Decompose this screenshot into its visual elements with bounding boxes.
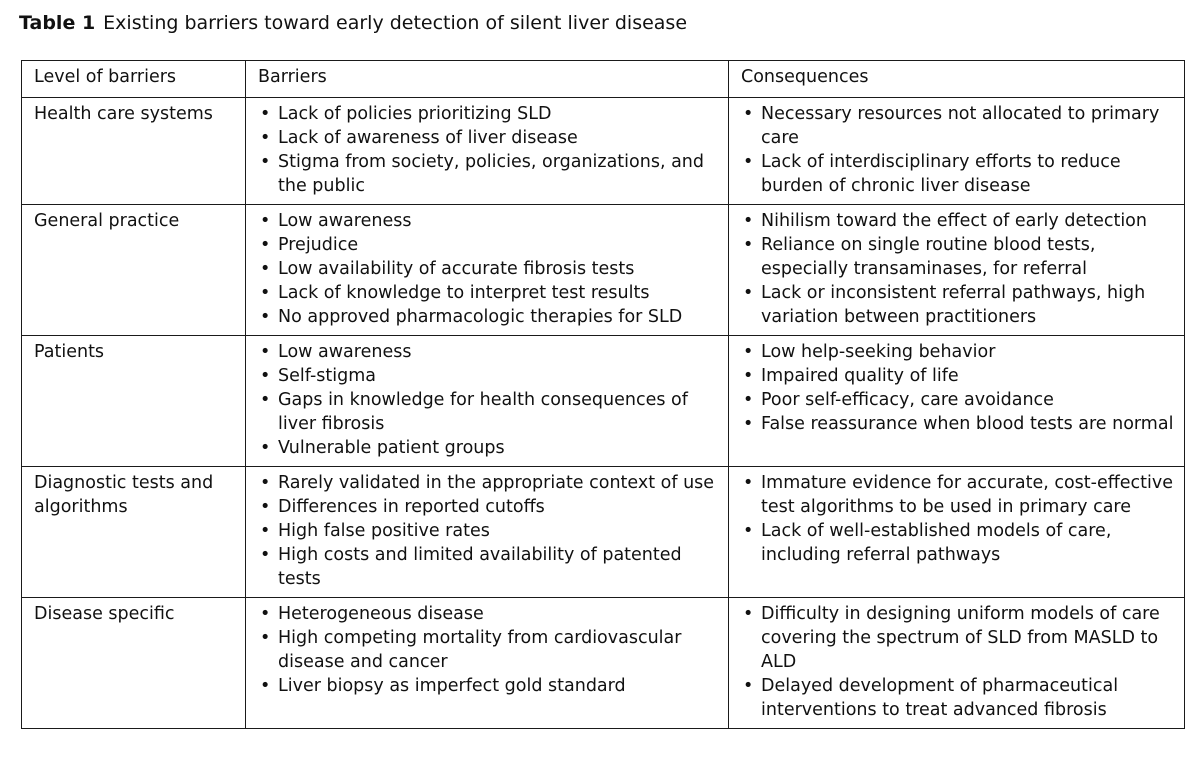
consequences-list bbox=[741, 102, 1178, 198]
consequences-cell bbox=[729, 467, 1185, 598]
table-row bbox=[22, 98, 1185, 205]
header-level: Level of barriers bbox=[22, 61, 246, 98]
consequences-cell bbox=[729, 336, 1185, 467]
barrier-item: • Lack of awareness of liver disease bbox=[258, 126, 722, 150]
barrier-item: • Rarely validated in the appropriate context of use bbox=[258, 471, 722, 495]
barrier-item: • Lack of knowledge to interpret test results bbox=[258, 281, 722, 305]
barrier-item: • High false positive rates bbox=[258, 519, 722, 543]
barriers-list bbox=[258, 209, 722, 329]
barriers-cell bbox=[246, 598, 729, 729]
consequences-list bbox=[741, 340, 1178, 436]
barrier-item: • Self-stigma bbox=[258, 364, 722, 388]
barriers-table bbox=[21, 60, 1185, 729]
consequences-list bbox=[741, 602, 1178, 722]
barriers-list bbox=[258, 471, 722, 591]
consequences-list bbox=[741, 209, 1178, 329]
header-row bbox=[22, 61, 1185, 98]
barrier-item: • Gaps in knowledge for health consequences of liver fibrosis bbox=[258, 388, 722, 436]
header-consequences: Consequences bbox=[729, 61, 1185, 98]
table-row bbox=[22, 205, 1185, 336]
barriers-cell bbox=[246, 98, 729, 205]
barriers-cell bbox=[246, 205, 729, 336]
consequence-item: • Delayed development of pharmaceutical interventions to treat advanced fibrosis bbox=[741, 674, 1178, 722]
consequence-item: • Necessary resources not allocated to primary care bbox=[741, 102, 1178, 150]
consequence-item: • Poor self-efficacy, care avoidance bbox=[741, 388, 1178, 412]
level-cell: Patients bbox=[22, 336, 246, 467]
barrier-item: • Liver biopsy as imperfect gold standard bbox=[258, 674, 722, 698]
consequence-item: • False reassurance when blood tests are normal bbox=[741, 412, 1178, 436]
barrier-item: • Low awareness bbox=[258, 209, 722, 233]
barrier-item: • Low awareness bbox=[258, 340, 722, 364]
consequences-cell bbox=[729, 98, 1185, 205]
consequences-cell bbox=[729, 598, 1185, 729]
consequence-item: • Immature evidence for accurate, cost-effective test algorithms to be used in primary care bbox=[741, 471, 1178, 519]
barrier-item: • Stigma from society, policies, organizations, and the public bbox=[258, 150, 722, 198]
barrier-item: • Vulnerable patient groups bbox=[258, 436, 722, 460]
barrier-item: • High costs and limited availability of patented tests bbox=[258, 543, 722, 591]
consequence-item: • Lack of well-established models of care, including referral pathways bbox=[741, 519, 1178, 567]
level-cell: General practice bbox=[22, 205, 246, 336]
table-row bbox=[22, 467, 1185, 598]
table-label: Table 1 bbox=[19, 12, 96, 34]
level-cell: Diagnostic tests and algorithms bbox=[22, 467, 246, 598]
consequence-item: • Nihilism toward the effect of early detection bbox=[741, 209, 1178, 233]
consequence-item: • Lack of interdisciplinary efforts to reduce burden of chronic liver disease bbox=[741, 150, 1178, 198]
header-barriers: Barriers bbox=[246, 61, 729, 98]
barrier-item: • Prejudice bbox=[258, 233, 722, 257]
barrier-item: • Heterogeneous disease bbox=[258, 602, 722, 626]
barriers-list bbox=[258, 602, 722, 698]
barriers-cell bbox=[246, 467, 729, 598]
barrier-item: • Differences in reported cutoffs bbox=[258, 495, 722, 519]
consequences-cell bbox=[729, 205, 1185, 336]
barriers-list bbox=[258, 340, 722, 460]
table-caption bbox=[19, 11, 687, 35]
barriers-list bbox=[258, 102, 722, 198]
consequence-item: • Reliance on single routine blood tests, especially transaminases, for referral bbox=[741, 233, 1178, 281]
barrier-item: • No approved pharmacologic therapies for SLD bbox=[258, 305, 722, 329]
barrier-item: • Low availability of accurate fibrosis tests bbox=[258, 257, 722, 281]
barrier-item: • High competing mortality from cardiovascular disease and cancer bbox=[258, 626, 722, 674]
consequences-list bbox=[741, 471, 1178, 567]
level-cell: Health care systems bbox=[22, 98, 246, 205]
table-title: Existing barriers toward early detection of silent liver disease bbox=[103, 12, 688, 34]
barrier-item: • Lack of policies prioritizing SLD bbox=[258, 102, 722, 126]
barriers-cell bbox=[246, 336, 729, 467]
consequence-item: • Difficulty in designing uniform models of care covering the spectrum of SLD from MASLD to ALD bbox=[741, 602, 1178, 674]
table-row bbox=[22, 336, 1185, 467]
level-cell: Disease specific bbox=[22, 598, 246, 729]
consequence-item: • Lack or inconsistent referral pathways, high variation between practitioners bbox=[741, 281, 1178, 329]
consequence-item: • Impaired quality of life bbox=[741, 364, 1178, 388]
table-row bbox=[22, 598, 1185, 729]
consequence-item: • Low help-seeking behavior bbox=[741, 340, 1178, 364]
